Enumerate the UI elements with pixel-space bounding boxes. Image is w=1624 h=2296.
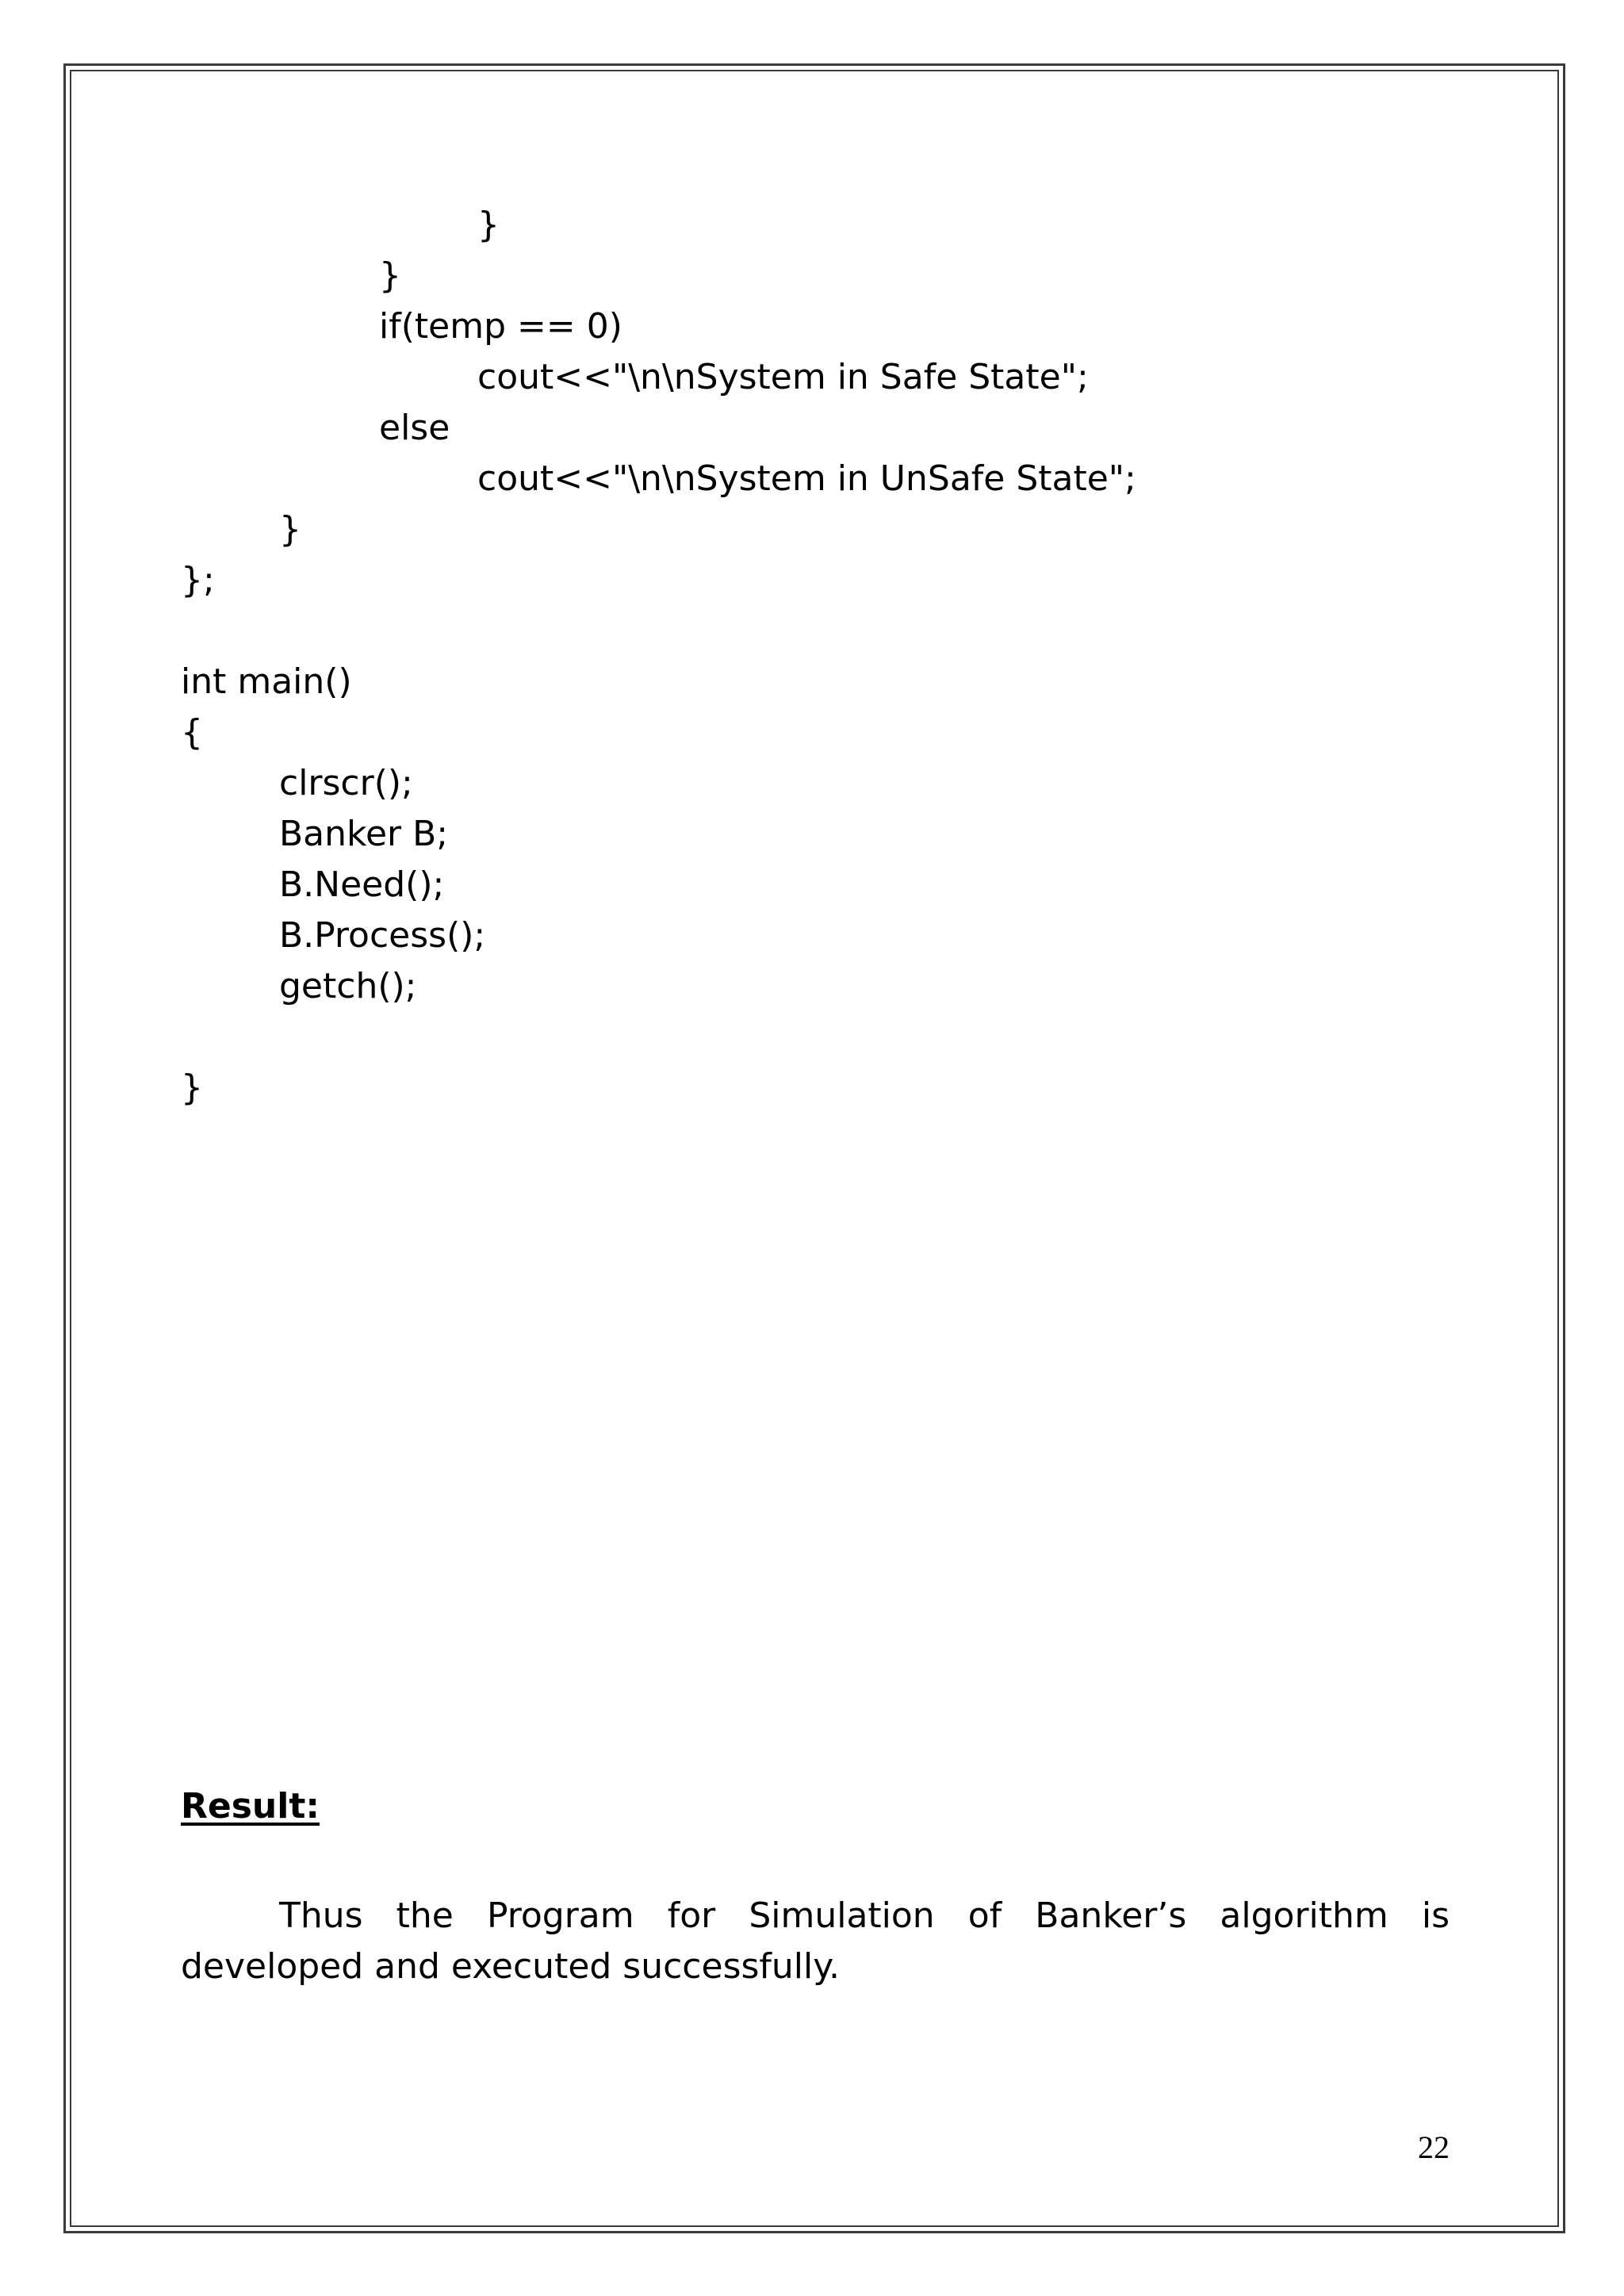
code-line: }; [181, 560, 215, 600]
code-line: } [279, 509, 301, 550]
code-line: cout<<"\n\nSystem in Safe State"; [477, 357, 1089, 397]
code-line: B.Process(); [279, 915, 486, 956]
result-paragraph: Thus the Program for Simulation of Banker’s algorithm is developed and executed successfully. [181, 1895, 1450, 1987]
code-line: if(temp == 0) [379, 306, 622, 347]
code-line: cout<<"\n\nSystem in UnSafe State"; [477, 458, 1136, 499]
code-line: else [379, 408, 450, 448]
code-line: Banker B; [279, 814, 449, 854]
code-line: B.Need(); [279, 864, 445, 905]
code-line: clrscr(); [279, 763, 413, 803]
page-number: 22 [1418, 2129, 1450, 2165]
code-line: } [181, 1068, 203, 1108]
code-line: int main() [181, 661, 352, 702]
code-line: } [379, 255, 401, 296]
result-heading: Result: [181, 1786, 320, 1826]
code-line: } [477, 205, 500, 245]
code-line: { [181, 712, 203, 753]
code-line: getch(); [279, 966, 417, 1006]
